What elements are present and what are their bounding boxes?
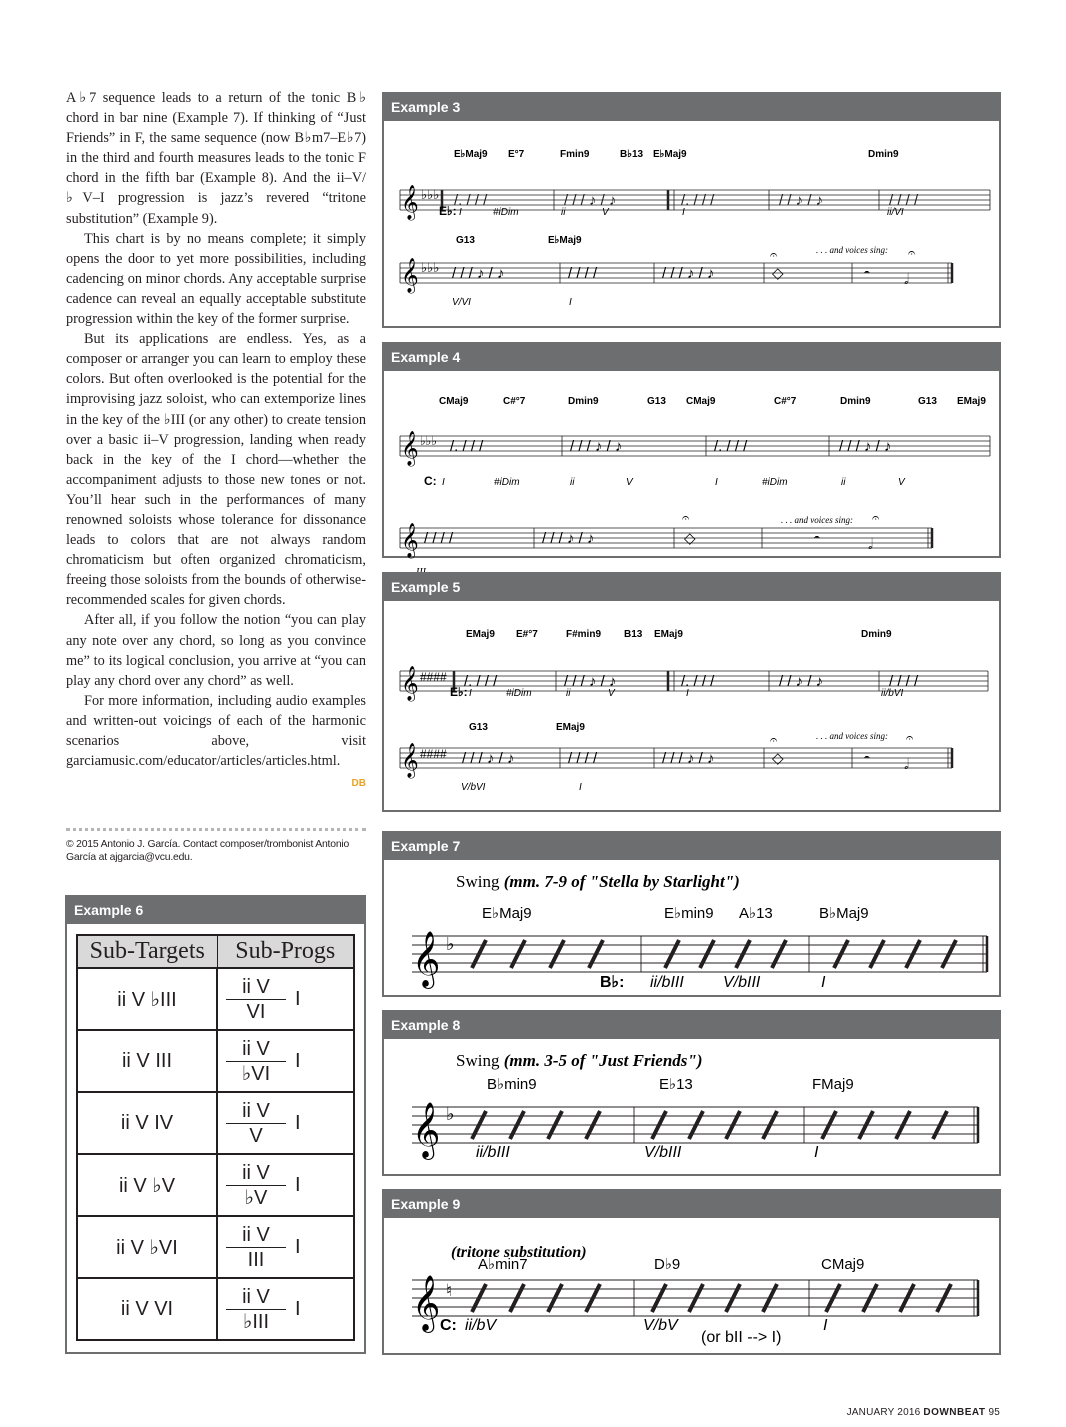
analysis-numeral: I xyxy=(442,477,445,488)
chord: EMaj9 xyxy=(957,396,986,407)
fermata-icon: 𝄐 xyxy=(872,510,880,525)
svg-text:◇: ◇ xyxy=(772,750,784,767)
fermata-icon: 𝄐 xyxy=(770,247,778,262)
example5-score xyxy=(384,601,999,810)
chord: G13 xyxy=(456,235,475,246)
divider xyxy=(66,828,366,831)
natural-sign: ♮ xyxy=(446,1281,453,1300)
caption: (tritone substitution) xyxy=(451,1244,587,1261)
caption-style: Swing xyxy=(456,872,504,891)
article-paragraph: A♭7 sequence leads to a return of the tonic B♭ chord in bar nine (Example 7). If thinking of “Just Friends” in F, the same sequence (now B♭m7–E♭7) in the third and fourth measures leads to the tonic F chord in the fifth bar (Example 8). And the ii–V/♭V–I progression is jazz’s revered “tritone substitution” (Example 9). xyxy=(66,90,366,227)
analysis-numeral: I xyxy=(715,477,718,488)
analysis-numeral: I xyxy=(569,297,572,308)
chord: A♭min7 xyxy=(478,1256,528,1273)
example3-title: Example 3 xyxy=(384,94,999,121)
chord: E°7 xyxy=(508,149,525,160)
caption-style: Swing xyxy=(456,1051,504,1070)
example9-box xyxy=(382,1189,1001,1355)
analysis-numeral: ii xyxy=(570,477,575,488)
analysis-numeral: I xyxy=(459,207,462,218)
analysis-numeral: I xyxy=(823,1317,828,1334)
table-row xyxy=(77,1216,354,1278)
analysis-numeral: ii xyxy=(841,477,846,488)
key-label: C: xyxy=(440,1317,457,1334)
sub-prog xyxy=(217,1030,295,1092)
sub-prog-denominator: ♭VI xyxy=(241,1062,271,1085)
svg-text:/ / / ♪ / ♪: / / / ♪ / ♪ xyxy=(564,192,617,209)
sub-prog-resolution: I xyxy=(295,1216,354,1278)
chord: CMaj9 xyxy=(821,1256,865,1273)
voices-sing-note: . . . and voices sing: xyxy=(816,731,888,741)
chord: E♭Maj9 xyxy=(454,149,488,160)
svg-text:/. / / /: /. / / / xyxy=(464,673,498,690)
example5-box xyxy=(382,572,1001,812)
sub-prog-numerator: ii V xyxy=(226,1099,286,1124)
sub-target: ii V IV xyxy=(77,1092,217,1154)
sub-prog-numerator: ii V xyxy=(226,975,286,1000)
table-row xyxy=(77,968,354,1030)
example6-box xyxy=(65,895,366,1354)
analysis-row-2 xyxy=(452,297,572,308)
key-label: B♭: xyxy=(600,974,625,991)
page-number: 95 xyxy=(988,1407,1000,1418)
chord: Dmin9 xyxy=(840,396,871,407)
fermata-icon: 𝄐 xyxy=(682,510,690,525)
key-label: E♭: xyxy=(439,204,457,218)
svg-text:/ / / ♪ / ♪: / / / ♪ / ♪ xyxy=(570,438,623,455)
svg-text:/ / / /: / / / / xyxy=(568,750,598,767)
chord: G13 xyxy=(918,396,937,407)
slash-notes xyxy=(450,438,892,455)
chord: E♭13 xyxy=(659,1076,693,1093)
chord: E♭min9 xyxy=(664,905,714,922)
treble-clef-icon: 𝄞 xyxy=(412,933,441,986)
treble-clef-icon: 𝄞 xyxy=(401,186,419,219)
sub-target: ii V III xyxy=(77,1030,217,1092)
fermata-icon: 𝄐 xyxy=(770,732,778,747)
analysis-numeral: V/bV xyxy=(643,1317,678,1334)
analysis-row-1 xyxy=(424,474,906,488)
substitution-table xyxy=(76,934,355,1341)
treble-clef-icon: 𝄞 xyxy=(412,1277,441,1330)
analysis-row-1 xyxy=(439,204,904,218)
caption-source: (mm. 3-5 of "Just Friends") xyxy=(503,1051,703,1070)
example3-box xyxy=(382,92,1001,328)
treble-clef-icon: 𝄞 xyxy=(412,1104,441,1157)
analysis-numeral: #iDim xyxy=(493,207,519,218)
sub-prog-fraction xyxy=(226,1223,286,1272)
svg-text:/ / / ♪ / ♪: / / / ♪ / ♪ xyxy=(542,530,595,547)
sub-prog-resolution: I xyxy=(295,1030,354,1092)
article-paragraph: After all, if you follow the notion “you can play any note over any chord, so long as you convince me” to its logical conclusion, you arrive at “you can play any chord over any chord” as well. xyxy=(66,612,366,689)
caption xyxy=(456,1051,703,1070)
sub-prog-denominator: VI xyxy=(246,1000,266,1023)
chord: A♭13 xyxy=(739,905,773,922)
sub-prog xyxy=(217,1154,295,1216)
slash-notes xyxy=(424,530,873,553)
table-row xyxy=(77,1154,354,1216)
sub-prog-fraction xyxy=(226,975,286,1024)
slash-notes xyxy=(464,673,919,690)
chord-symbols-row-1 xyxy=(454,149,899,160)
analysis-numeral: I xyxy=(682,207,685,218)
sub-prog-resolution: I xyxy=(295,968,354,1030)
analysis-row-2 xyxy=(461,782,582,793)
svg-text:𝅗𝅥: 𝅗𝅥 xyxy=(904,271,909,288)
chord: FMaj9 xyxy=(812,1076,854,1093)
svg-text:/. / / /: /. / / / xyxy=(450,438,484,455)
analysis-numeral: ii/bVI xyxy=(881,688,904,699)
chord: CMaj9 xyxy=(686,396,716,407)
svg-text:/ / / /: / / / / xyxy=(568,265,598,282)
svg-text:/ / / ♪ / ♪: / / / ♪ / ♪ xyxy=(839,438,892,455)
header-sub-targets: Sub-Targets xyxy=(77,935,217,968)
magazine-name: DOWNBEAT xyxy=(923,1407,986,1418)
analysis-numeral: V/bIII xyxy=(644,1144,682,1161)
example9-score xyxy=(384,1218,999,1353)
svg-text:/ / / /: / / / / xyxy=(889,192,919,209)
chord: E♭Maj9 xyxy=(653,149,687,160)
svg-text:/ / / ♪ / ♪: / / / ♪ / ♪ xyxy=(662,750,715,767)
svg-text:/ / / ♪ / ♪: / / / ♪ / ♪ xyxy=(662,265,715,282)
article-paragraph: This chart is by no means complete; it simply opens the door to yet more possibilities, including cadencing on minor chords. Any acceptable surprise cadence can reveal an equally acceptable substitute progression within the key of the former surprise. xyxy=(66,230,366,328)
svg-text:/ / / /: / / / / xyxy=(424,530,454,547)
table-row xyxy=(77,1092,354,1154)
key-signature: ♭♭♭ xyxy=(421,260,440,275)
svg-text:𝅗𝅥: 𝅗𝅥 xyxy=(868,536,873,553)
db-signoff: DB xyxy=(351,778,366,790)
svg-text:/. / / /: /. / / / xyxy=(681,192,715,209)
fermata-icon: 𝄐 xyxy=(906,730,914,745)
article-paragraph xyxy=(66,691,366,790)
example9-title: Example 9 xyxy=(384,1191,999,1218)
sub-target: ii V VI xyxy=(77,1278,217,1340)
table-row xyxy=(77,1278,354,1340)
sub-prog xyxy=(217,968,295,1030)
chord: Dmin9 xyxy=(568,396,599,407)
chord: E♭Maj9 xyxy=(482,905,532,922)
example8-score xyxy=(384,1039,999,1174)
chord: CMaj9 xyxy=(439,396,469,407)
chord-symbols-row-1 xyxy=(466,629,892,640)
sub-prog-denominator: III xyxy=(247,1248,265,1271)
key-signature: ♭♭♭ xyxy=(420,434,437,448)
sub-prog-numerator: ii V xyxy=(226,1037,286,1062)
chord-symbols-row-2 xyxy=(456,235,582,246)
sub-prog-denominator: ♭V xyxy=(244,1186,268,1209)
analysis-row-1 xyxy=(450,685,903,699)
analysis-numeral: #iDim xyxy=(494,477,520,488)
sub-prog-resolution: I xyxy=(295,1278,354,1340)
sub-prog-resolution: I xyxy=(295,1154,354,1216)
chord: B13 xyxy=(624,629,643,640)
svg-text:/. / / /: /. / / / xyxy=(681,673,715,690)
sub-target: ii V ♭VI xyxy=(77,1216,217,1278)
analysis-numeral: V xyxy=(898,477,905,488)
svg-text:𝄼: 𝄼 xyxy=(814,530,820,547)
analysis-numeral: V xyxy=(626,477,633,488)
svg-text:◇: ◇ xyxy=(772,265,784,282)
svg-text:𝄼: 𝄼 xyxy=(864,750,870,767)
chord: B♭min9 xyxy=(487,1076,537,1093)
voices-sing-note: . . . and voices sing: xyxy=(781,515,853,525)
treble-clef-icon: 𝄞 xyxy=(401,524,419,557)
svg-text:/ / / ♪ / ♪: / / / ♪ / ♪ xyxy=(452,265,505,282)
svg-text:/ / / /: / / / / xyxy=(889,673,919,690)
key-signature: ♭ xyxy=(446,1104,455,1124)
treble-clef-icon: 𝄞 xyxy=(401,259,419,292)
example4-title: Example 4 xyxy=(384,344,999,371)
example7-title: Example 7 xyxy=(384,833,999,860)
table-row xyxy=(77,1030,354,1092)
analysis-numeral: ii xyxy=(566,688,571,699)
svg-text:𝄼: 𝄼 xyxy=(864,265,870,282)
sub-prog xyxy=(217,1216,295,1278)
sub-prog-denominator: ♭III xyxy=(242,1310,270,1333)
example8-box xyxy=(382,1010,1001,1176)
analysis-numeral: ii/bV xyxy=(465,1317,497,1334)
example3-score xyxy=(384,121,999,326)
key-label: E♭: xyxy=(450,685,468,699)
article-paragraph-text: For more information, including audio examples and written-out voicings of each of the harmonic scenarios above, visit garciamusic.com/educator/articles/articles.html. xyxy=(66,692,366,770)
sub-prog xyxy=(217,1278,295,1340)
copyright-note: © 2015 Antonio J. García. Contact composer/trombonist Antonio García at ajgarcia@vcu.edu. xyxy=(66,839,350,863)
chord: G13 xyxy=(469,722,488,733)
analysis-numeral: I xyxy=(814,1144,819,1161)
sub-prog-fraction xyxy=(226,1285,286,1334)
page-footer xyxy=(847,1407,1000,1418)
example4-box xyxy=(382,342,1001,558)
tritone-note-text: (or bII --> I) xyxy=(701,1329,782,1346)
analysis-numeral: #iDim xyxy=(506,688,532,699)
key-signature: ♭♭♭ xyxy=(421,187,440,202)
sub-prog-resolution: I xyxy=(295,1092,354,1154)
analysis-numeral: I xyxy=(469,688,472,699)
svg-text:/. / / /: /. / / / xyxy=(714,438,748,455)
header-sub-progs: Sub-Progs xyxy=(217,935,354,968)
chord-symbols-row-2 xyxy=(469,722,585,733)
chord: B♭Maj9 xyxy=(819,905,869,922)
chord: EMaj9 xyxy=(654,629,683,640)
analysis-numeral: V xyxy=(602,207,609,218)
key-signature: #### xyxy=(420,670,447,684)
analysis-numeral: V xyxy=(608,688,615,699)
svg-text:/. / / /: /. / / / xyxy=(454,192,488,209)
tritone-note xyxy=(701,1329,781,1346)
chord: B♭13 xyxy=(620,149,644,160)
caption xyxy=(456,872,740,891)
chord: Dmin9 xyxy=(868,149,899,160)
sub-prog-fraction xyxy=(226,1037,286,1086)
chord: F#min9 xyxy=(566,629,602,640)
issue-date: JANUARY 2016 xyxy=(846,1407,921,1418)
voices-sing-note: . . . and voices sing: xyxy=(816,245,888,255)
slash-notes xyxy=(462,750,909,773)
analysis-numeral: I xyxy=(821,974,826,991)
chord: G13 xyxy=(647,396,666,407)
analysis-numeral: V/VI xyxy=(452,297,471,308)
fermata-icon: 𝄐 xyxy=(908,245,916,260)
analysis xyxy=(476,1144,819,1161)
svg-text:𝅗𝅥: 𝅗𝅥 xyxy=(904,756,909,773)
example7-score xyxy=(384,860,999,995)
svg-text:◇: ◇ xyxy=(684,530,696,547)
analysis-numeral: ii/bIII xyxy=(650,974,684,991)
svg-text:/ / / ♪ / ♪: / / / ♪ / ♪ xyxy=(564,673,617,690)
key-label: C: xyxy=(424,474,437,488)
slash-notes xyxy=(454,192,919,209)
analysis-numeral: #iDim xyxy=(762,477,788,488)
sub-prog-numerator: ii V xyxy=(226,1223,286,1248)
sub-prog-fraction xyxy=(226,1161,286,1210)
analysis-numeral: I xyxy=(579,782,582,793)
key-signature: #### xyxy=(420,747,447,761)
chord: C#°7 xyxy=(774,396,797,407)
article-paragraph: But its applications are endless. Yes, as a composer or arranger you can learn to employ these colors. But often overlooked is the potential for the improvising jazz soloist, who can extemporize lines in the key of the ♭III (or any other) to create tension over a basic ii–V progression, landing when ready back in the key of the I chord—whether the accompaniment adjusts to those new tones or not. You’ll hear such in the performances of many renowned soloists whose tolerance for dissonance leads to colors that are not always random chromaticism but often organized chromaticism, freeing those soloists from the bounds of otherwise-recommended scales for given chords. xyxy=(66,331,366,609)
analysis-numeral: V/bIII xyxy=(723,974,761,991)
analysis-numeral: I xyxy=(686,688,689,699)
caption-source: (mm. 7-9 of "Stella by Starlight") xyxy=(503,872,740,891)
key-signature: ♭ xyxy=(446,934,455,954)
slash-notes xyxy=(452,265,909,288)
chord: EMaj9 xyxy=(556,722,585,733)
example6-title: Example 6 xyxy=(67,897,364,924)
analysis-numeral: ii xyxy=(561,207,566,218)
chord: Fmin9 xyxy=(560,149,590,160)
analysis xyxy=(440,1317,828,1346)
example4-score xyxy=(384,371,999,556)
treble-clef-icon: 𝄞 xyxy=(401,744,419,777)
sub-prog xyxy=(217,1092,295,1154)
chord: C#°7 xyxy=(503,396,526,407)
sub-prog-fraction xyxy=(226,1099,286,1148)
analysis xyxy=(600,974,826,991)
sub-target: ii V ♭III xyxy=(77,968,217,1030)
chord-symbols-row-1 xyxy=(439,396,986,407)
chord: Dmin9 xyxy=(861,629,892,640)
chord-symbols xyxy=(487,1076,854,1093)
chord: D♭9 xyxy=(654,1256,681,1273)
sub-prog-numerator: ii V xyxy=(226,1285,286,1310)
example7-box xyxy=(382,831,1001,997)
analysis-numeral: ii/bIII xyxy=(476,1144,510,1161)
article-body xyxy=(66,88,366,794)
analysis-numeral: V/bVI xyxy=(461,782,486,793)
treble-clef-icon: 𝄞 xyxy=(401,667,419,700)
sub-prog-denominator: V xyxy=(249,1124,263,1147)
chord: E#°7 xyxy=(516,629,538,640)
chord-symbols xyxy=(482,905,869,922)
svg-text:/ / / ♪ / ♪: / / / ♪ / ♪ xyxy=(462,750,515,767)
sub-target: ii V ♭V xyxy=(77,1154,217,1216)
example5-title: Example 5 xyxy=(384,574,999,601)
treble-clef-icon: 𝄞 xyxy=(401,432,419,465)
svg-text:/ / ♪ / ♪: / / ♪ / ♪ xyxy=(779,192,824,209)
sub-prog-numerator: ii V xyxy=(226,1161,286,1186)
svg-text:/ / ♪ / ♪: / / ♪ / ♪ xyxy=(779,673,824,690)
example8-title: Example 8 xyxy=(384,1012,999,1039)
chord: EMaj9 xyxy=(466,629,495,640)
chord: E♭Maj9 xyxy=(548,235,582,246)
analysis-numeral: ii/VI xyxy=(887,207,904,218)
